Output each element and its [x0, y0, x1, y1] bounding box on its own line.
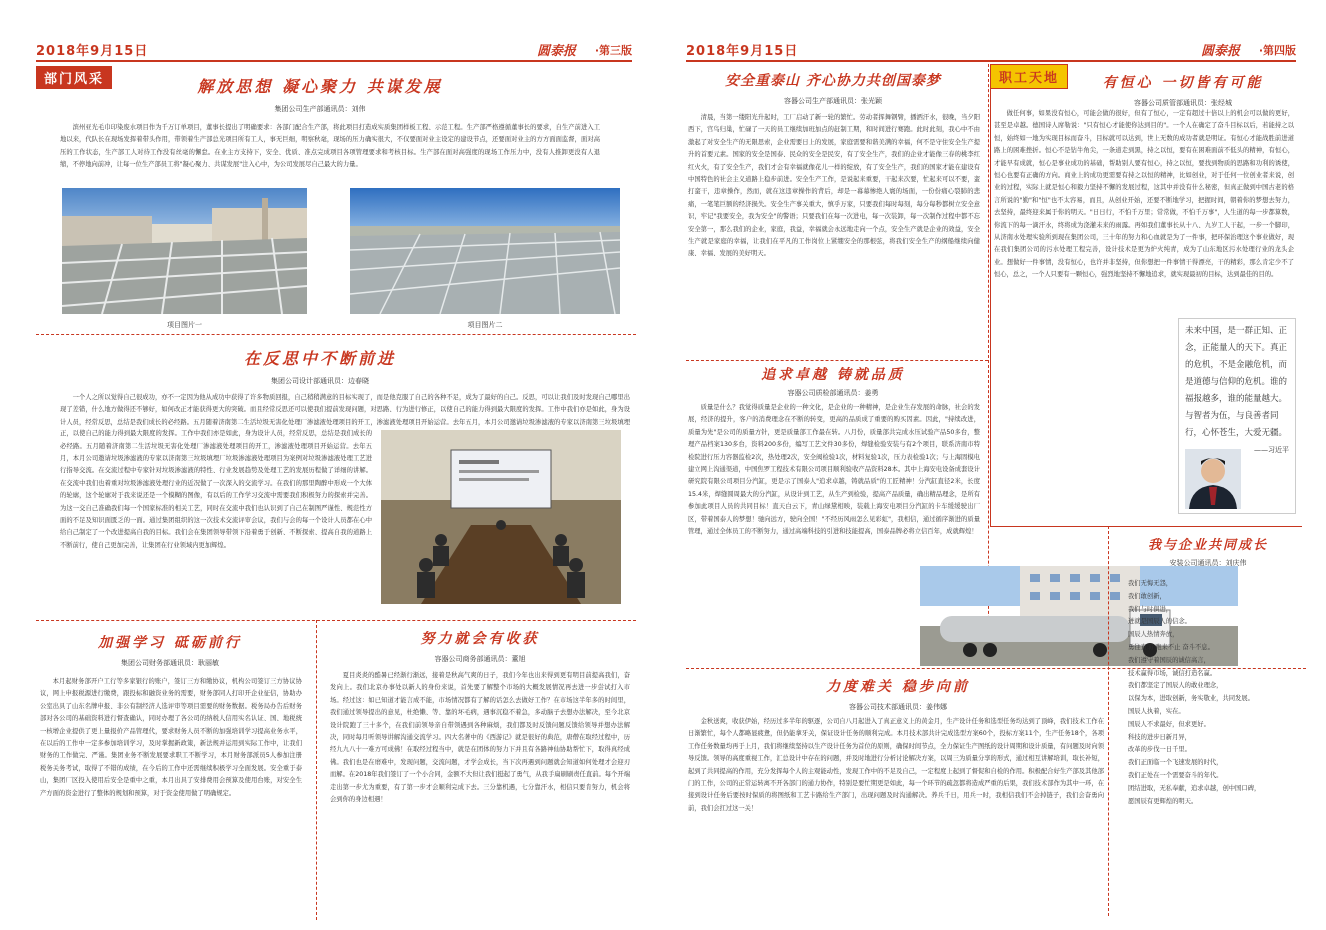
- poem-line: 我们与时俱进，: [1128, 605, 1173, 613]
- article-body: 滨州亚光毛巾印染废水项目作为千万订单项目，董事长提出了明确要求：各部门配合生产部，将此项目打造成实质集团样板工程、示范工程。生产部严格遵循董事长的要求，自生产前进入工地以来，代队长在现场发挥着带头作用，带领着生产部总光项目所有工人，事无巨细，明察秋毫，现场的压力确实很大，不仅要面对业主设定的建设节点，还要面对业主的方方面面监督，面对高压的工作状态，生产部工人对待工作没有丝毫的懈怠。在业主方支持下，安全、优质、准点完成项目各项管理要求和考核目标。生产部在面对高强度的现场工作压力中，没有人推卸更没有人退缩，不停地向前冲，让每一位生产部员工将"凝心聚力、共谋发展"注入心中，为公司发展尽自己最大的力量。: [60, 124, 600, 169]
- plant-photo-image: [62, 188, 307, 314]
- issue-date: 2018年9月15日: [36, 44, 149, 59]
- article-title: 力度难关 稳步向前: [826, 679, 970, 695]
- article-body-continued: [994, 314, 1174, 520]
- poem-line: 国辰人执着，实在。: [1128, 707, 1185, 715]
- poem-line: 国辰人热情奔放，: [1128, 631, 1179, 639]
- poem-line: 愿国辰有更辉煌的明天。: [1128, 797, 1198, 805]
- article-title: 我与企业共同成长: [1147, 538, 1268, 553]
- issue-date: 2018年9月15日: [686, 44, 799, 59]
- article-title: 在反思中不断前进: [243, 349, 396, 368]
- divider: [36, 334, 636, 335]
- poem-line: 技术赢得市场，诚信打造名赢。: [1128, 669, 1217, 677]
- poem-line: 我们遵守着国辰的诚信高言，: [1128, 656, 1210, 664]
- poem-line: 我们正面临一个飞速发展的时代，: [1128, 759, 1223, 767]
- article-byline: 集团公司财务部通讯员：耿丽敏: [121, 659, 219, 667]
- meeting-photo: [381, 430, 621, 604]
- photo-caption: 项目图片二: [467, 321, 503, 329]
- poem-line: 国辰人不求最好，但求更好。: [1128, 720, 1210, 728]
- page-header: [686, 40, 1296, 62]
- article-body-continued: [688, 562, 918, 662]
- article-byline: 容器公司质检部通讯员：姜勇: [787, 389, 879, 397]
- divider: [316, 620, 317, 920]
- quote-text: 未来中国，是一群正知、正念，正能量人的天下。真正的危机，不是金融危机，而是道德与信仰的危机。谁的福报越多，谁的能量越大。与智者为伍，与良善者同行，心怀苍生，大爱无疆。: [1185, 326, 1288, 438]
- article-title: 有恒心 一切皆有可能: [1102, 75, 1264, 91]
- page-three: [0, 0, 660, 930]
- box-border: [990, 526, 1302, 527]
- poem-line: 改革的步伐一日千里。: [1128, 746, 1191, 754]
- project-photo-one: [62, 188, 307, 314]
- portrait-image: [1185, 449, 1241, 509]
- poem-line: 科技的进步日新月异，: [1128, 733, 1191, 741]
- article-byline: 集团公司生产部通讯员：刘伟: [274, 105, 366, 113]
- article-body: 质量是什么？我觉得质量是企业的一种文化，是企业的一种精神，是企业生存发展的命脉，社会的发展，经济的提升，客户的消费理念在不断的转变，更高的品质成了重要的购买因素。因此，"持续改进，质量为先"是公司的质量方针，更是质量部工作最在转。八月份，质量部共完成水压试验产品50多台，整理产品档案130多台，资料200多份，编写工艺文件30多份，焊缝检验安装与有2个项目，联系济南市特检院进行压力容器监检2次，热处理2次，安全阀检验1次，材料复验1次，压力表检验1次；与上海固模电建立网上沟通渠道，中国焦罗工程技术有限公司项目顺利验收产品资料28本。其中上海安电设备成套设计研究院有限公司项目分汽缸，更是示了国泰人"追求卓越，铸就品质"的工匠精神！分汽缸直径2米，长度15.4米，焊缝圆周最大的分汽缸，从设计到工艺，从生产到检验，提高产品质量，确出精品理念，是所有参加此项目人员的共同目标！直天白云下，青山绿黛相映，装载上海安电项目分汽缸的卡车缓缓驶出厂区，带着国泰人的梦想！驰向远方，驶向全国！"不经历风雨怎么见彩虹"，我相信，通过循序渐进的质量管理，通过全体员工的不断努力，通过高端科技的引进和技能提高，国泰品牌必将立信百年，成就辉煌！: [688, 404, 980, 536]
- poem-line: 团结进取，无私奉献，追求卓越，创中国口碑，: [1128, 784, 1261, 792]
- divider: [686, 360, 988, 361]
- article-byline: 容器公司商务部通讯员：董旭: [434, 655, 526, 663]
- article-title: 加强学习 砥砺前行: [98, 635, 242, 651]
- newspaper-logo: 圆泰报: [536, 44, 576, 59]
- article-body: 清晨，当第一缕阳光升起时，工厂启动了新一轮的繁忙。劳动者挥舞钢臂，播洒汗水，很晚，当夕阳西下，宫鸟归巢，忙碌了一天的员工继续加班加点的赶制工期，和时间进行赛跑。此时此刻，我心中不由激起了对安全生产的无限思索，企业需要日上的发展，家庭需要和谐美满的幸福，何不是守住安全生产提升的首要元素。国家的安全是国泰、民众的安全是民安，有了安全生产，我们的企业才能像三春的桃李红红火火，有了安全生产，我们才会有幸福就像花儿一样的绽放，有了安全生产，我们的国家才能在建设有中国特色的社会主义道路上稳步前进。安全生产工作，是说起来重要，干起来次要，忙起来可以不要，蛮打蛮干，违章操作，然而，就在这违章操作的背后，却是一幕幕惨绝人寰的场面，一份份痛心裂肺的悲痛，一笔笔巨额的经济损失。安全生产事关重大，慎乎万家，只要我们每时每刻，每分每秒都树立安全意识，牢记"我要安全，我为安全"的警语；只要我们在每一次进电，每一次装卸，每一次制作过程中都不忘安全第一，那么我们的企业，家庭，我益，幸福就会永远地走向一个点，安全生产就是企业的效益，安全生产就是家庭的幸福，让我们在平凡的工作岗位上紧绷安全的那根弦，将我们安全生产的纲船继续向健康、幸福、发展的美好明天。: [688, 114, 980, 258]
- page-header: [36, 40, 632, 62]
- article-title: 努力就会有收获: [420, 631, 540, 647]
- quote-author: ——习近平: [1254, 446, 1289, 454]
- article-body: 一个人之所以觉得自己很成功，亦不一定因为他从成功中获得了许多物质回报，自己稍稍满意的目标实现了，而是他克服了自己的各种不足，成为了最好的自己。反思，可以让我们及时发现自己哪里出现了差错，什么地方做得还不够好，如何改正才能获得更大的突破。而且经常反思还可以使我们提前发现问题，对思路、行为进行修正，以使自己的能力得到最大限度的发挥。工作中我们亦是如此，身为设计人员，经常反思，总结是我们成长的必经路。五月随着济南第二生活垃圾无害化处理厂渗滤液处理项目的开工，渗滤液处理项目开始运营。去年五月，本月公司邀请垃圾渗滤液的专家以济南第三垃圾填埋: [60, 394, 630, 426]
- poem-line: 以保为本，进取创新，务实敬业，共同发展。: [1128, 695, 1254, 703]
- article-body-text: 正，以使自己的能力得到最大限度的发挥。工作中我们亦是如此，身为设计人员，经常反思，总结是我们成长的必经路。五月随着济南第二生活垃圾无害化处理厂渗滤液处理项目的开工，渗滤液处理项目开始运营。去年五月，本月公司邀请垃圾渗滤液的专家以济南第三垃圾填埋厂垃圾渗滤液处理项目为案例对垃圾渗滤液处理工艺进行指导交流。在交流过程中专家针对垃圾渗滤液的特性、行业发展趋势及处理工艺的发展历程做了详细的讲解。在交流中我们也着重对垃圾渗滤液处理行业的近况做了一次深入的交流学习。在我们的那里陶醉中形成一个大体的轮廓，这个轮廓对于我来说还是一个模糊的图像，有以后的工作学习交流中需要我们积极努力的探索并完善。为这一交自己准确我们每一个国家标准的相关工艺，同时在交流中我们也认识到了自己在制图严谨性、规范性方面的不足及知识面匮乏的一面。通过集团组织的这一次技术交流评审会议，我们与会的每一个设计人员都在心中给自己制定了一个改进提高自我的目标。我们会在集团领导带领下沿着勇于创新、不断探索、提高自我的道路上不断前行，使自己更加完善，让集团在行业领域内更加辉煌。: [60, 430, 372, 549]
- divider: [36, 620, 636, 621]
- article-byline: 容器公司质管部通讯员：张经城: [1134, 99, 1232, 107]
- page-four: [668, 0, 1326, 930]
- poem-line: 我们无悔无怨，: [1128, 580, 1173, 587]
- poem-lines: [1128, 578, 1304, 916]
- meeting-room-image: [381, 430, 621, 604]
- poem-line: 我们敢创新，: [1128, 592, 1166, 600]
- article-byline: 集团公司设计部通讯员：边春晓: [271, 377, 369, 385]
- poem-line: 我们正处在一个需要奋斗的年代。: [1128, 771, 1223, 779]
- article-byline: 容器公司技术部通讯员：姜伟娜: [849, 703, 947, 711]
- edition-label: ·第四版: [1258, 44, 1296, 57]
- newspaper-logo: 圆泰报: [1200, 44, 1240, 59]
- section-band: 部门风采: [36, 66, 112, 89]
- edition-label: ·第三版: [594, 44, 632, 57]
- article-title: 追求卓越 铸就品质: [761, 367, 905, 383]
- article-body: 夏目炎炎的酷暑已经渐行渐远，接着是秋高气爽的日子，我们今年也出来得到更有明目前提高我们，奋发向上。我们北京办事处以新人的身份来说，首先要了解整个市场的大概发展情况再去进一步尝试打入市场。经过这：如已知道才能言成不能，市场情况都有了解的话怎么去做好工作？在市场这半年多的时间里，我们通过领导提出的意见，杜绝懒、等、靠的坏毛病，遇事沉稳不着急，多动脑子去想办法解决，至今北京设计院跑了三十多个，在我们前领导亲自带领遇到各种麻烦，我们都及时反馈问题反馈给领导并想办法解决，同时每月听领导讲解沟通交流学习。四大名著中的《西游记》就是很好的典范，唐僧在取经过程中，历经九九八十一难方可成佛！在取经过程当中，就是在团体的努力下并且有各路神仙协助帮忙下，取得真经成佛。我们也是在磨难中，发现问题，交流问题，才学会成长，当下次再遇到问题就会知道如何处理才会迎刃而解。在2018年我们签订了一个小合同，金额不大但让我们挺起了勇气，从我手扁刷刷责任直前。每个开端走出第一步尤为重要，有了第一步才会顺利完成下去。三分靠机遇，七分靠汗水，相信只要肯努力，机会将会到你的身边相遇！: [330, 672, 630, 804]
- article-byline: 安装公司通讯员：刘庆伟: [1169, 559, 1247, 567]
- project-photo-two: [350, 188, 620, 314]
- divider: [1108, 526, 1109, 916]
- article-byline: 容器公司生产部通讯员：张光颖: [784, 97, 882, 105]
- tank-photo-image: [350, 188, 620, 314]
- photo-caption: 项目图片一: [167, 321, 202, 329]
- quote-box: [1178, 318, 1296, 514]
- article-body: 金秋送爽，收获伊始，经历过多半年的驱逐，公司自八月起进入了真正意义上的黄金月，生产设计任务和选型任务均达到了顶峰，我们技术工作在日渐繁忙，每个人都略显疲惫，但仍能拿牙关，保证设计任务的顺利完成。本月技术部共计完成选型方案60个，投标方案11个，生产任务18个，各项工作任务数量均再于上月，我们将继续坚持以生产设计任务为首位的原则，确保时间节点，全力保证生产图纸的设计周期和设计质量，有问题及时向领导反馈。领导的高度重视工作，汇总设计中存在的问题，并及时地进行分析讨论解决方案，以周三为质量分享的形式，通过相互讲解培训，取长补短，起到了共同提高的作用，充分发挥每个人的主观能动性，发现工作中的不足及自己，一定程度上起到了督促和自检的作用。积极配合好生产部及其他部门的工作，公司的正常运转离不开各部门的通力协作，特别是要忙期更是如此，每一个环节的疏忽都将造成严重的后果，我们技术部作为其中一环，在接到设计任务后要按时保质的将图纸和工艺卡路给生产部门，出现问题及时沟通解决。养兵千日，用兵一时，我相信我们不会掉链子，我们会奋勇向前，我们会扛过这一关！: [688, 718, 1104, 812]
- article-title: 解放思想 凝心聚力 共谋发展: [197, 77, 443, 96]
- article-body-continued: [60, 428, 372, 606]
- section-band: 职工天地: [990, 64, 1068, 89]
- box-border: [990, 64, 991, 526]
- poem-line: 我们都坚定了国辰人的敢业理念，: [1128, 682, 1223, 690]
- article-title: 安全重泰山 齐心协力共创国泰梦: [725, 73, 941, 89]
- poem-line: 迸就是国辰人的信念。: [1128, 618, 1191, 626]
- article-body: 做任何事，如果没有恒心，可能会做的很好，但有了恒心，一定有超过十倍以上的机会可以做的更好，甚至是卓越。德国诗人席勒说："只有恒心才能使你达到目的"。一个人在确定了奋斗目标以后，若能持之以恒，始终如一地为实现目标而奋斗，目标就可以达到，世上无数的成功者就是明证。有恒心才能战胜前进道路上的困难挫折。恒心不是钻牛角尖，一条道走到黑，持之以恒，要有在困难面前不低头的精神，有恒心，才能早有成就，恒心是事业成功的基础，帮助别人要有恒心，持之以恒，要找到物质的思路和功利的诱使，恒心也要有正确的方向。商业上的成功更需要有持之以恒的精神，比如创业，对于任何一位创业者来说，创业的过程，实际上就是恒心和毅力坚持不懈的发展过程，这其中并没有什么秘密，但真正做到中国古老的格言所说的"勤"和"恒"也不太容易，而且，从创业开始，还要不断地学习，把握时间，朝着你的梦想去努力，去坚持，最终迎来属于你的明天。"日日行，不怕千万里；常常做，不怕千万事"，人生道的每一步都算数，你流下的每一滴汗水，终将成为浇灌未来的雨露。再如我们董事长从十八、九岁工人干起，一步一个脚印，从济南水处理实验所到现在集团公司，三十年的努力和心血就是为了一件事，把环保治理这个事业做好，现在我们集团公司的污水处理工程完善，设计技术是更为炉火纯青，成为了山东地区污水处理行业的龙头企业。想做好一件事情，没有恒心，也许并非坚持，但你想把一件事情干得漂亮，干的精彩，那么肯定少不了恒心，总之，一个人只要有一颗恒心，强烈地坚持不懈地追求，就实现最初的目标，达到最佳的目的。: [994, 110, 1294, 279]
- poem-line: 勇往直前 跑来不止 奋斗不息。: [1128, 643, 1214, 651]
- article-body: 本月起财务部开户工行等多家银行的账户，签订三方和缴协议，机构公司签订三方协议协议，网上申报税源进行缴费，跟投标和融资业务的需要，财务部同人打印开企业征信，协助办公室出具了山东名牌申报、非公有制经济人选评审等项目需要的财务数据。税务局办告后财务部对各公司的基础资料进行督查确认，同时办理了各公司的纳税人信用实名认证、国、地税统一核增企业提供了更上量报价产品管理代，要求财务人员不断的加强培训学习提高业务水平，在以后的工作中一定多参加培训学习，及时掌握新政策，新法规并运用到实际工作中，让我们财务的工作做完、严谨。集团业务不断发展要求职工不断学习，本月财务部派员5人参加注册税务关务考试，取得了不错的成绩，在今后的工作中还需继续积极学习全面发展。安全重于泰山，集团厂区投入使用后安全是重中之重，本月出具了安排费用会预算及使用台账，对安全生产方面的资金进行了整体的规划和预算，对于资金使用做了明确规定。: [40, 678, 302, 797]
